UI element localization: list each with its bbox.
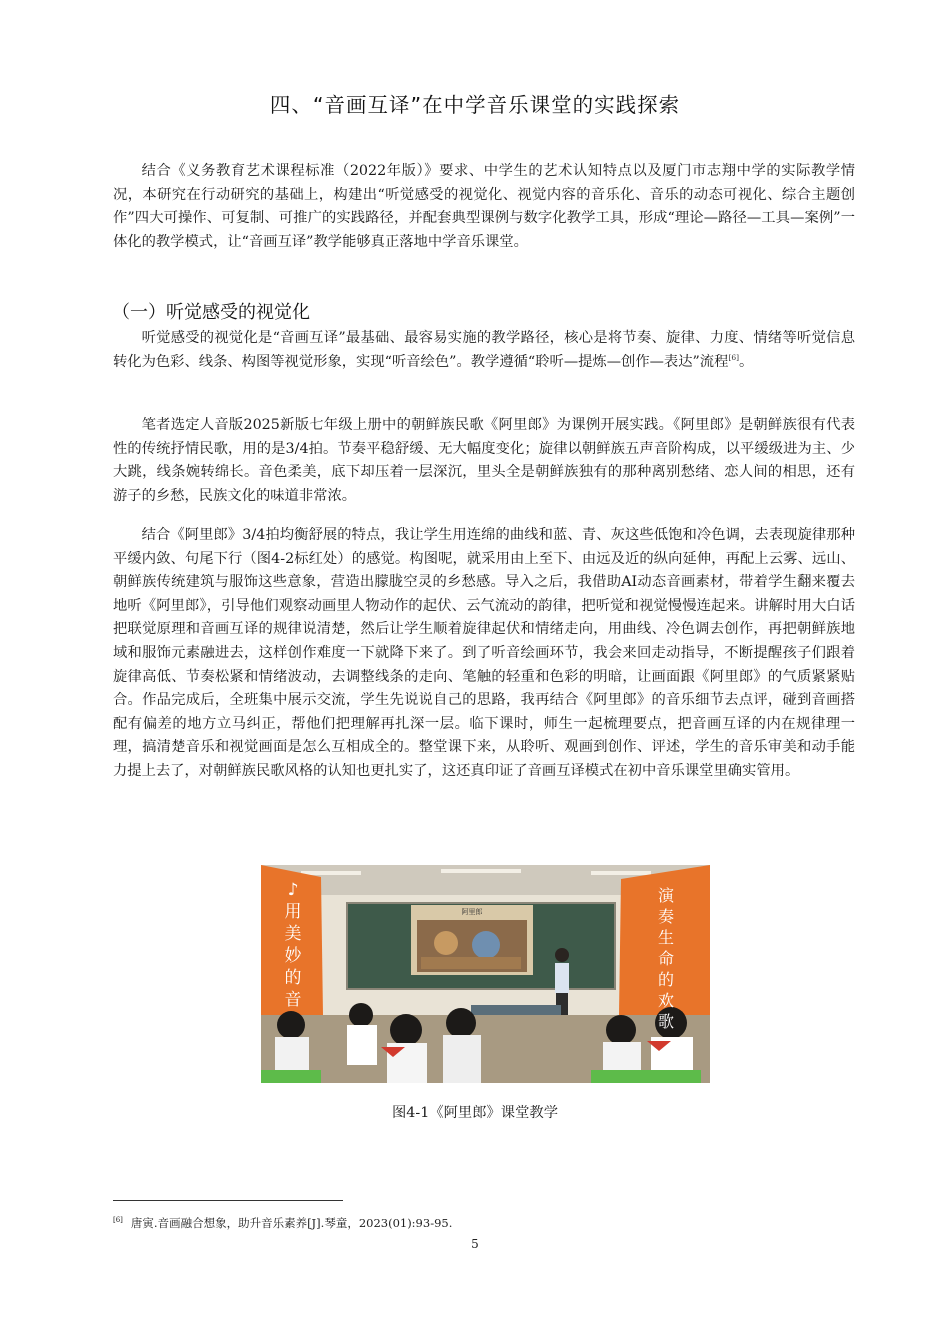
footnote-ref: [6] (113, 1216, 123, 1225)
wall-char: 音 (284, 990, 302, 1010)
wall-char: 用 (284, 902, 302, 922)
footnote-divider (113, 1200, 343, 1201)
footnote-text: 唐寅.音画融合想象，助升音乐素养[J].琴童，2023(01):93-95. (130, 1216, 453, 1230)
section-heading: 四、“音画互译”在中学音乐课堂的实践探索 (269, 93, 681, 117)
wall-char: 命 (657, 949, 674, 968)
figure-caption: 图4-1《阿里郎》课堂教学 (392, 1105, 558, 1121)
wall-char: 生 (657, 928, 674, 947)
page-number: 5 (471, 1237, 479, 1251)
wall-char: 的 (284, 968, 302, 988)
screen-title: 阿里郎 (461, 908, 483, 916)
paragraph-arirang-intro: 笔者选定人音版2025新版七年级上册中的朝鲜族民歌《阿里郎》为课例开展实践。《阿里郎》是朝鲜族很有代表性的传统抒情民歌，用的是3/4拍。节奏平稳舒缓、无大幅度变化；旋律以朝鲜族五声音阶构成，以平缓级进为主、少大跳，线条婉转绵长。音色柔美，底下却压着一层深沉，里头全是朝鲜族独有的那种离别愁绪、恋人间的相思，还有游子的乡愁，民族文化的味道非常浓。 (113, 417, 855, 504)
classroom-photo (261, 865, 710, 1083)
subsection-title: （一）听觉感受的视觉化 (112, 302, 310, 323)
paragraph-end: 。 (739, 353, 754, 370)
wall-slogan-right (646, 885, 686, 1032)
wall-char: 欢 (657, 991, 674, 1010)
paragraph-text: 听觉感受的视觉化是“音画互译”最基础、最容易实施的教学路径，核心是将节奏、旋律、力度、情绪等听觉信息转化为色彩、线条、构图等视觉形象，实现“听音绘色”。教学遵循“聆听—提炼—创作—表达”流程 (113, 330, 855, 370)
wall-char: 美 (284, 924, 302, 944)
paragraph-arirang-practice: 结合《阿里郎》3/4拍均衡舒展的特点，我让学生用连绵的曲线和蓝、青、灰这些低饱和冷色调，去表现旋律那种平缓内敛、句尾下行（图4-2标红处）的感觉。构图呢，就采用由上至下、由远及近的纵向延伸，再配上云雾、远山、朝鲜族传统建筑与服饰这些意象，营造出朦胧空灵的乡愁感。导入之后，我借助AI动态音画素材，带着学生翻来覆去地听《阿里郎》，引导他们观察动画里人物动作的起伏、云气流动的韵律，把听觉和视觉慢慢连起来。讲解时用大白话把联觉原理和音画互译的规律说清楚，然后让学生顺着旋律起伏和情绪走向，用曲线、冷色调去创作，再把朝鲜族地域和服饰元素融进去，这样创作难度一下就降下来了。到了听音绘画环节，我会来回走动指导，不断提醒孩子们跟着旋律高低、节奏松紧和情绪波动，去调整线条的走向、笔触的轻重和色彩的明暗，让画面跟《阿里郎》的气质紧紧贴合。作品完成后，全班集中展示交流，学生先说说自己的思路，我再结合《阿里郎》的音乐细节去点评，碰到音画搭配有偏差的地方立马纠正，帮他们把理解再扎深一层。临下课时，师生一起梳理要点，把音画互译的内在规律理一理，搞清楚音乐和视觉画面是怎么互相成全的。整堂课下来，从聆听、观画到创作、评述，学生的音乐审美和动手能力提上去了，对朝鲜族民歌风格的认知也更扎实了，这还真印证了音画互译模式在初中音乐课堂里确实管用。 (113, 527, 855, 779)
wall-char: 奏 (657, 907, 674, 926)
wall-slogan-left (273, 879, 313, 1011)
wall-char: 的 (657, 970, 674, 989)
wall-char: 歌 (657, 1012, 674, 1031)
intro-paragraph: 结合《义务教育艺术课程标准（2022年版）》要求、中学生的艺术认知特点以及厦门市志翔中学的实际教学情况，本研究在行动研究的基础上，构建出“听觉感受的视觉化、视觉内容的音乐化、音乐的动态可视化、综合主题创作”四大可操作、可复制、可推广的实践路径，并配套典型课例与数字化教学工具，形成“理论—路径—工具—案例”一体化的教学模式，让“音画互译”教学能够真正落地中学音乐课堂。 (113, 163, 855, 250)
wall-char: ♪ (287, 880, 299, 900)
footnote (113, 1215, 452, 1231)
wall-char: 妙 (284, 946, 302, 966)
paragraph-visualization (113, 327, 855, 374)
wall-char: 演 (657, 886, 674, 905)
citation-ref[interactable]: [6] (728, 352, 740, 362)
